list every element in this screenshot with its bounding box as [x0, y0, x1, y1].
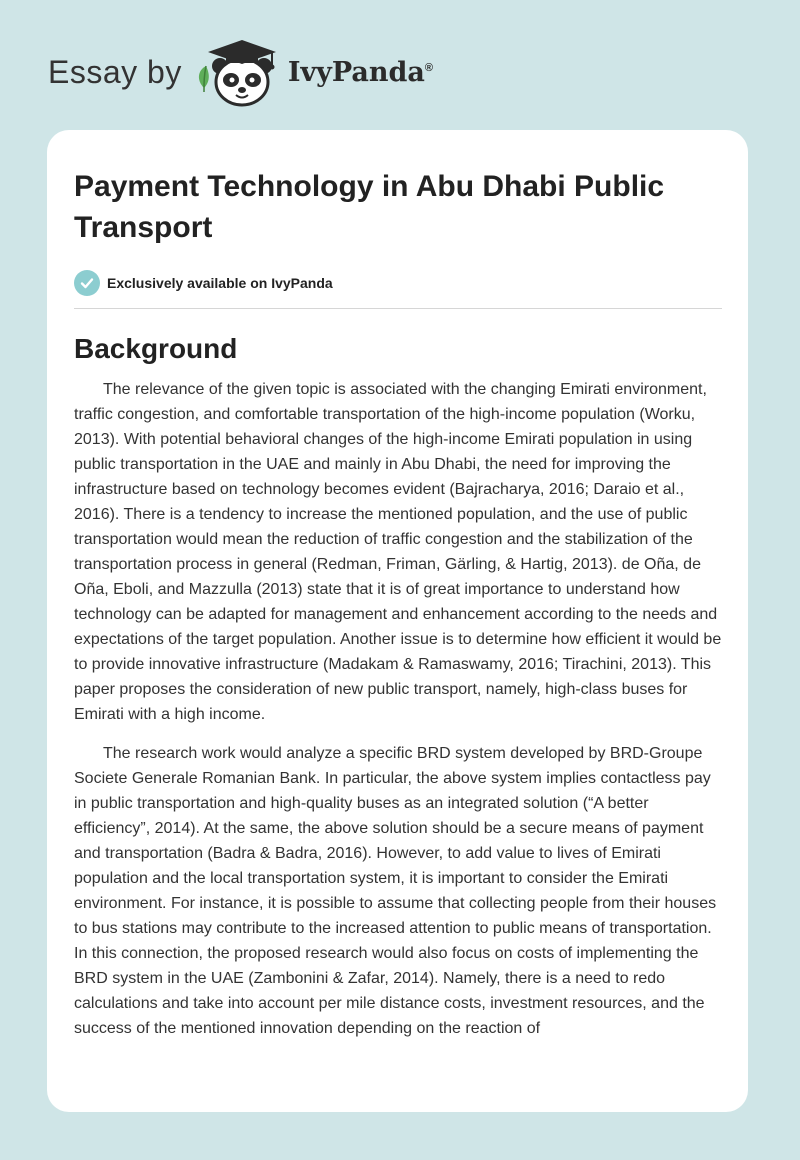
brand-name — [288, 57, 433, 88]
exclusive-badge-text: Exclusively available on IvyPanda — [107, 275, 333, 291]
page-title: Payment Technology in Abu Dhabi Public Transport — [74, 170, 665, 244]
divider — [74, 308, 722, 309]
brand-name-text: IvyPanda — [287, 56, 425, 88]
panda-logo-icon — [192, 36, 284, 108]
body-paragraph: The research work would analyze a specific BRD system developed by BRD-Groupe Societe Generale Romanian Bank. In particular, the above system implies contactless pay in public transportation and high-quality buses as an integrated solution (“A better efficiency”, 2014). At the same, the above solution should be a secure means of payment and transportation (Badra & Badra, 2016). However, to add value to lives of Emirati population and the local transportation system, it is important to consider the Emirati environment. For instance, it is possible to assume that collecting people from their houses to bus stations may contribute to the increased attention to public means of transportation. In this connection, the proposed research would also focus on costs of implementing the BRD system in the UAE (Zambonini & Zafar, 2014). Namely, there is a need to redo calculations and take into account per mile distance costs, investment resources, and the success of the mentioned innovation depending on the reaction of — [74, 745, 717, 1037]
exclusive-badge — [74, 270, 722, 296]
essay-card — [47, 130, 748, 1112]
checkmark-icon — [74, 270, 100, 296]
brand-prefix: Essay by — [48, 53, 182, 90]
section-heading: Background — [74, 333, 238, 364]
brand-logo[interactable] — [48, 36, 433, 108]
registered-mark: ® — [424, 61, 434, 74]
body-paragraph: The relevance of the given topic is associated with the changing Emirati environment, traffic congestion, and comfortable transportation of the high-income population (Worku, 2013). With potential behavioral changes of the high-income Emirati population in using public transportation in the UAE and mainly in Abu Dhabi, the need for improving the infrastructure based on technology becomes evident (Bajracharya, 2016; Daraio et al., 2016). There is a tendency to increase the mentioned population, and the use of public transportation would mean the reduction of traffic congestion and the stabilization of the transportation process in general (Redman, Friman, Gärling, & Hartig, 2013). de Oña, de Oña, Eboli, and Mazzulla (2013) state that it is of great importance to understand how technology can be adapted for management and enhancement according to the needs and expectations of the target population. Another issue is to determine how efficient it would be to provide innovative infrastructure (Madakam & Ramaswamy, 2016; Tirachini, 2013). This paper proposes the consideration of new public transport, namely, high-class buses for Emirati with a high income. — [74, 381, 722, 723]
